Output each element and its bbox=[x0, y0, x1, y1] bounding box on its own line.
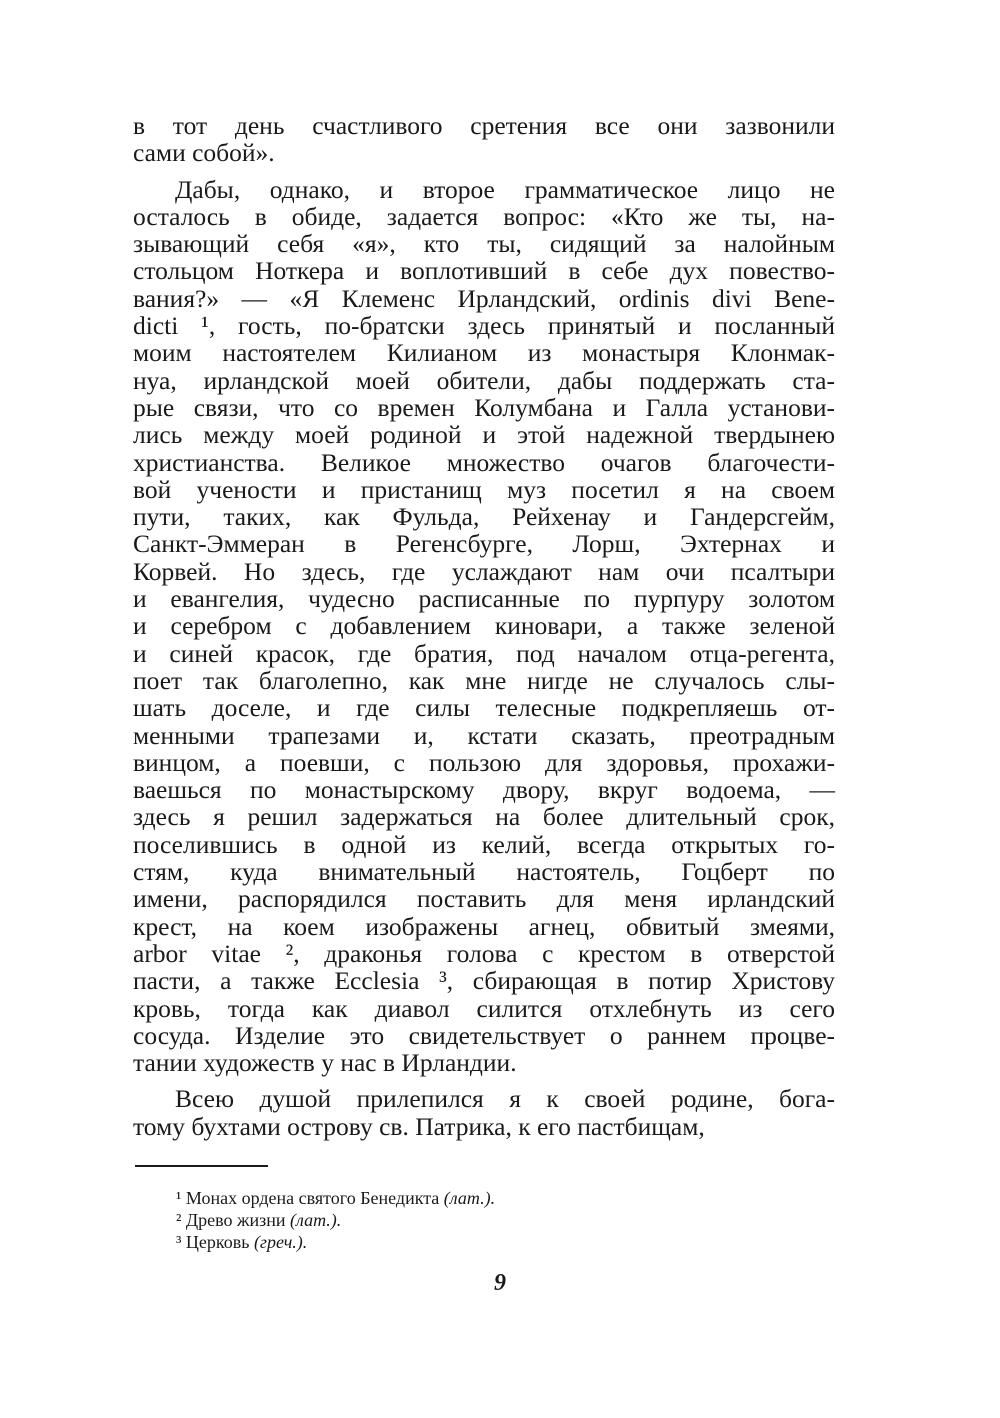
footnote-marker: ¹ bbox=[176, 1188, 182, 1208]
paragraph bbox=[133, 176, 835, 1077]
footnote-text: Древо жизни bbox=[185, 1210, 286, 1230]
text-line: сами собой». bbox=[133, 138, 275, 168]
footnote-language: (греч.). bbox=[253, 1232, 308, 1252]
text-line: лись между моей родиной и этой надежной твердынею bbox=[133, 420, 835, 450]
text-line: и евангелия, чудесно расписанные по пурпуру золотом bbox=[133, 584, 835, 614]
text-line: поселившись в одной из келий, всегда открытых го- bbox=[133, 829, 835, 859]
text-line: винцом, а поевши, с пользою для здоровья, прохажи- bbox=[133, 747, 835, 777]
text-line: пути, таких, как Фульда, Рейхенау и Гандерсгейм, bbox=[133, 502, 835, 532]
text-line: Корвей. Но здесь, где услаждают нам очи псалтыри bbox=[133, 556, 835, 586]
text-line: стям, куда внимательный настоятель, Гоцберт по bbox=[133, 857, 835, 887]
text-line: и синей красок, где братия, под началом отца-регента, bbox=[133, 638, 835, 668]
text-line: шать доселе, и где силы телесные подкрепляешь от- bbox=[133, 693, 835, 723]
text-line: вания?» — «Я Клеменс Ирландский, ordinis divi Bene- bbox=[133, 283, 835, 313]
text-line: ваешься по монастырскому двору, вкруг водоема, — bbox=[133, 775, 835, 805]
text-line: Дабы, однако, и второе грамматическое лицо не bbox=[175, 174, 835, 204]
text-line: имени, распорядился поставить для меня ирландский bbox=[133, 884, 835, 914]
text-line: arbor vitae ², драконья голова с крестом в отверстой bbox=[133, 938, 835, 968]
text-line: тому бухтами острову св. Патрика, к его пастбищам, bbox=[133, 1111, 705, 1141]
footnote-text: Церковь bbox=[185, 1232, 250, 1252]
text-line: кровь, тогда как диавол силится отхлебнуть из сего bbox=[133, 993, 835, 1023]
text-line: менными трапезами и, кстати сказать, преотрадным bbox=[133, 720, 835, 750]
footnote-language: (лат.). bbox=[443, 1188, 496, 1208]
text-line: осталось в обиде, задается вопрос: «Кто же ты, на- bbox=[133, 201, 835, 231]
text-line: моим настоятелем Килианом из монастыря Клонмак- bbox=[133, 338, 835, 368]
text-line: пасти, а также Ecclesia ³, сбирающая в потир Христову bbox=[133, 966, 835, 996]
page-number: 9 bbox=[494, 1270, 506, 1296]
text-line: нуа, ирландской моей обители, дабы поддержать ста- bbox=[133, 365, 835, 395]
text-line: крест, на коем изображены агнец, обвитый змеями, bbox=[133, 911, 835, 941]
main-text bbox=[133, 112, 835, 1140]
paragraph bbox=[133, 112, 835, 167]
paragraph bbox=[133, 1085, 835, 1140]
footnote bbox=[176, 1187, 495, 1209]
text-line: рые связи, что со времен Колумбана и Галла установи- bbox=[133, 392, 835, 422]
footnote-language: (лат.). bbox=[290, 1210, 342, 1230]
text-line: сосуда. Изделие это свидетельствует о раннем процве- bbox=[133, 1020, 835, 1050]
text-line: Всею душой прилепился я к своей родине, бога- bbox=[175, 1084, 835, 1114]
text-line: в тот день счастливого сретения все они зазвонили bbox=[133, 111, 835, 140]
text-line: зывающий себя «я», кто ты, сидящий за налойным bbox=[133, 229, 835, 259]
footnote-marker: ² bbox=[176, 1210, 182, 1230]
footnote-text: Монах ордена святого Бенедикта bbox=[185, 1188, 440, 1208]
text-line: здесь я решил задержаться на более длительный срок, bbox=[133, 802, 835, 832]
footnotes bbox=[176, 1187, 495, 1253]
text-line: вой учености и пристанищ муз посетил я на своем bbox=[133, 474, 835, 504]
footnote bbox=[176, 1231, 495, 1253]
text-line: тании художеств у нас в Ирландии. bbox=[133, 1048, 517, 1078]
text-line: поет так благолепно, как мне нигде не случалось слы- bbox=[133, 665, 835, 695]
footnote bbox=[176, 1209, 495, 1231]
text-line: стольцом Ноткера и воплотивший в себе дух повество- bbox=[133, 256, 835, 286]
text-line: и серебром с добавлением киновари, а также зеленой bbox=[133, 611, 835, 641]
footnote-divider bbox=[135, 1165, 268, 1167]
footnote-marker: ³ bbox=[176, 1232, 182, 1252]
text-line: dicti ¹, гость, по-братски здесь принятый и посланный bbox=[133, 311, 835, 341]
text-line: Санкт-Эммеран в Регенсбурге, Лорш, Эхтернах и bbox=[133, 529, 835, 559]
text-line: христианства. Великое множество очагов благочести- bbox=[133, 447, 835, 477]
